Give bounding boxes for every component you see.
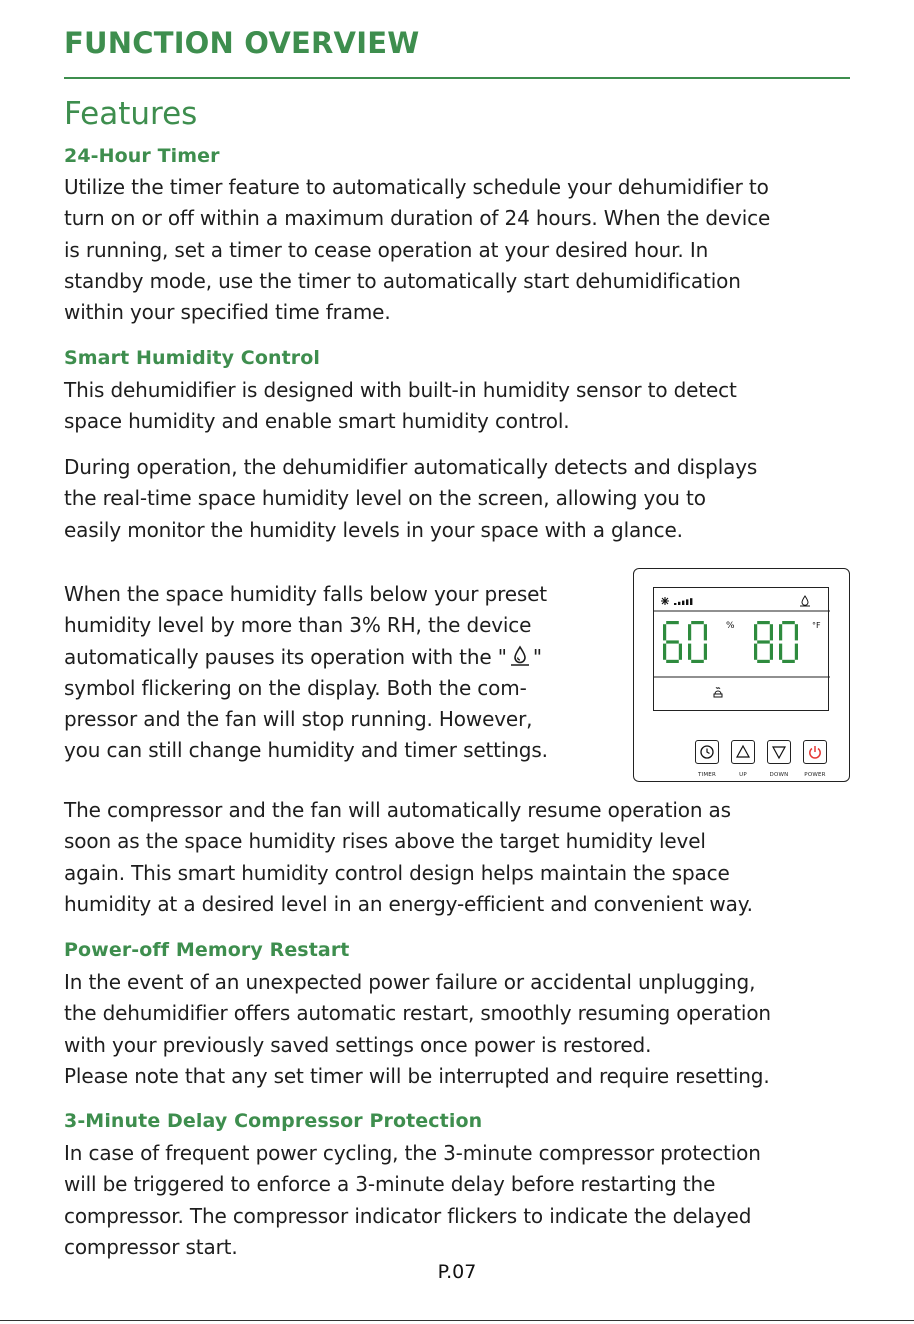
- display-segment: [688, 644, 691, 660]
- text-line: The compressor and the fan will automatically resume operation as: [64, 798, 731, 822]
- display-segment: [754, 644, 757, 660]
- page-title: FUNCTION OVERVIEW: [64, 26, 420, 60]
- smart-paragraph-3: [64, 579, 548, 767]
- text-line: turn on or off within a maximum duration of 24 hours. When the device: [64, 206, 771, 231]
- signal-bar: [674, 603, 676, 605]
- smart-paragraph-4: [64, 795, 753, 920]
- text-line: pressor and the fan will stop running. However,: [64, 707, 533, 732]
- bottom-divider: [0, 1320, 914, 1321]
- display-segment: [770, 624, 773, 640]
- text-fragment: automatically pauses its operation with the ": [64, 644, 507, 669]
- clock-icon: [696, 741, 718, 763]
- timer-button: [695, 740, 719, 764]
- smart-paragraph-1: [64, 375, 737, 438]
- compressor-icon: [714, 688, 722, 697]
- title-divider: [64, 77, 850, 79]
- display-segment: [795, 644, 798, 660]
- text-line: compressor. The compressor indicator flickers to indicate the delayed: [64, 1203, 752, 1228]
- signal-bar: [678, 602, 680, 605]
- power-button: [803, 740, 827, 764]
- display-segment: [770, 644, 773, 660]
- display-segment: [691, 660, 704, 663]
- timer-paragraph: [64, 172, 770, 328]
- timer-heading: 24-Hour Timer: [64, 145, 220, 167]
- text-line: During operation, the dehumidifier automatically detects and displays: [64, 455, 758, 479]
- humidity-unit: %: [726, 621, 735, 631]
- display-segment: [779, 624, 782, 640]
- text-line: the real-time space humidity level on the screen, allowing you to: [64, 486, 706, 511]
- display-segment: [757, 640, 770, 643]
- up-button-label: UP: [739, 772, 747, 778]
- smart-paragraph-2: [64, 452, 757, 546]
- display-segment: [666, 660, 679, 663]
- smart-humidity-heading: Smart Humidity Control: [64, 347, 321, 369]
- text-line: humidity level by more than 3% RH, the device: [64, 613, 532, 638]
- timer-button-label: TIMER: [697, 772, 717, 778]
- page-number: P.07: [437, 1261, 477, 1283]
- display-segment: [666, 621, 679, 624]
- display-segment: [663, 624, 666, 640]
- signal-bar: [682, 601, 684, 605]
- compressor-protection-paragraph: [64, 1138, 761, 1263]
- display-segment: [782, 621, 795, 624]
- text-line: standby mode, use the timer to automatically start dehumidification: [64, 268, 741, 293]
- display-segment: [782, 660, 795, 663]
- display-segment: [704, 624, 707, 640]
- section-title: Features: [64, 96, 198, 132]
- display-segment: [688, 624, 691, 640]
- text-line: again. This smart humidity control design helps maintain the space: [64, 860, 730, 885]
- memory-paragraph: [64, 967, 771, 1092]
- text-line: Please note that any set timer will be interrupted and require resetting.: [64, 1063, 770, 1088]
- text-line: within your specified time frame.: [64, 300, 391, 325]
- text-line: symbol flickering on the display. Both the com-: [64, 675, 527, 700]
- text-line: humidity at a desired level in an energy-efficient and convenient way.: [64, 891, 753, 916]
- display-segment: [757, 621, 770, 624]
- text-line: is running, set a timer to cease operation at your desired hour. In: [64, 237, 709, 262]
- control-panel-illustration: [633, 568, 850, 782]
- text-line: In case of frequent power cycling, the 3-minute compressor protection: [64, 1141, 761, 1165]
- humidity-drop-icon: [800, 596, 810, 606]
- text-line: Utilize the timer feature to automatically schedule your dehumidifier to: [64, 175, 769, 199]
- text-line: you can still change humidity and timer settings.: [64, 738, 548, 763]
- down-button: [767, 740, 791, 764]
- display-segment: [795, 624, 798, 640]
- display-segment: [663, 644, 666, 660]
- triangle-down-icon: [768, 741, 790, 763]
- text-line: easily monitor the humidity levels in your space with a glance.: [64, 517, 683, 542]
- display-segment: [691, 621, 704, 624]
- humidity-drop-icon: [507, 644, 533, 668]
- text-line: When the space humidity falls below your preset: [64, 582, 547, 606]
- signal-bars-icon: [674, 598, 692, 605]
- display-segment: [704, 644, 707, 660]
- display-screen: [653, 587, 829, 711]
- text-line: [64, 642, 548, 673]
- up-button: [731, 740, 755, 764]
- compressor-protection-heading: 3-Minute Delay Compressor Protection: [64, 1110, 483, 1132]
- display-segment: [779, 644, 782, 660]
- display-segment: [757, 660, 770, 663]
- text-line: This dehumidifier is designed with built-in humidity sensor to detect: [64, 378, 737, 402]
- text-line: In the event of an unexpected power failure or accidental unplugging,: [64, 970, 756, 994]
- temperature-unit: °F: [812, 621, 821, 630]
- power-button-label: POWER: [804, 772, 826, 778]
- text-line: will be triggered to enforce a 3-minute delay before restarting the: [64, 1172, 716, 1197]
- fan-icon: [661, 597, 669, 605]
- text-line: with your previously saved settings once power is restored.: [64, 1032, 652, 1057]
- memory-restart-heading: Power-off Memory Restart: [64, 939, 350, 961]
- text-line: soon as the space humidity rises above the target humidity level: [64, 829, 706, 854]
- triangle-up-icon: [732, 741, 754, 763]
- signal-bar: [686, 599, 688, 605]
- text-fragment: ": [532, 644, 542, 669]
- display-graphics: [654, 588, 830, 712]
- text-line: space humidity and enable smart humidity control.: [64, 409, 570, 434]
- power-icon: [804, 741, 826, 763]
- signal-bar: [690, 598, 692, 605]
- display-segment: [679, 644, 682, 660]
- display-segment: [666, 640, 679, 643]
- display-segment: [754, 624, 757, 640]
- down-button-label: DOWN: [769, 772, 789, 778]
- text-line: the dehumidifier offers automatic restart, smoothly resuming operation: [64, 1001, 771, 1026]
- text-line: compressor start.: [64, 1234, 238, 1259]
